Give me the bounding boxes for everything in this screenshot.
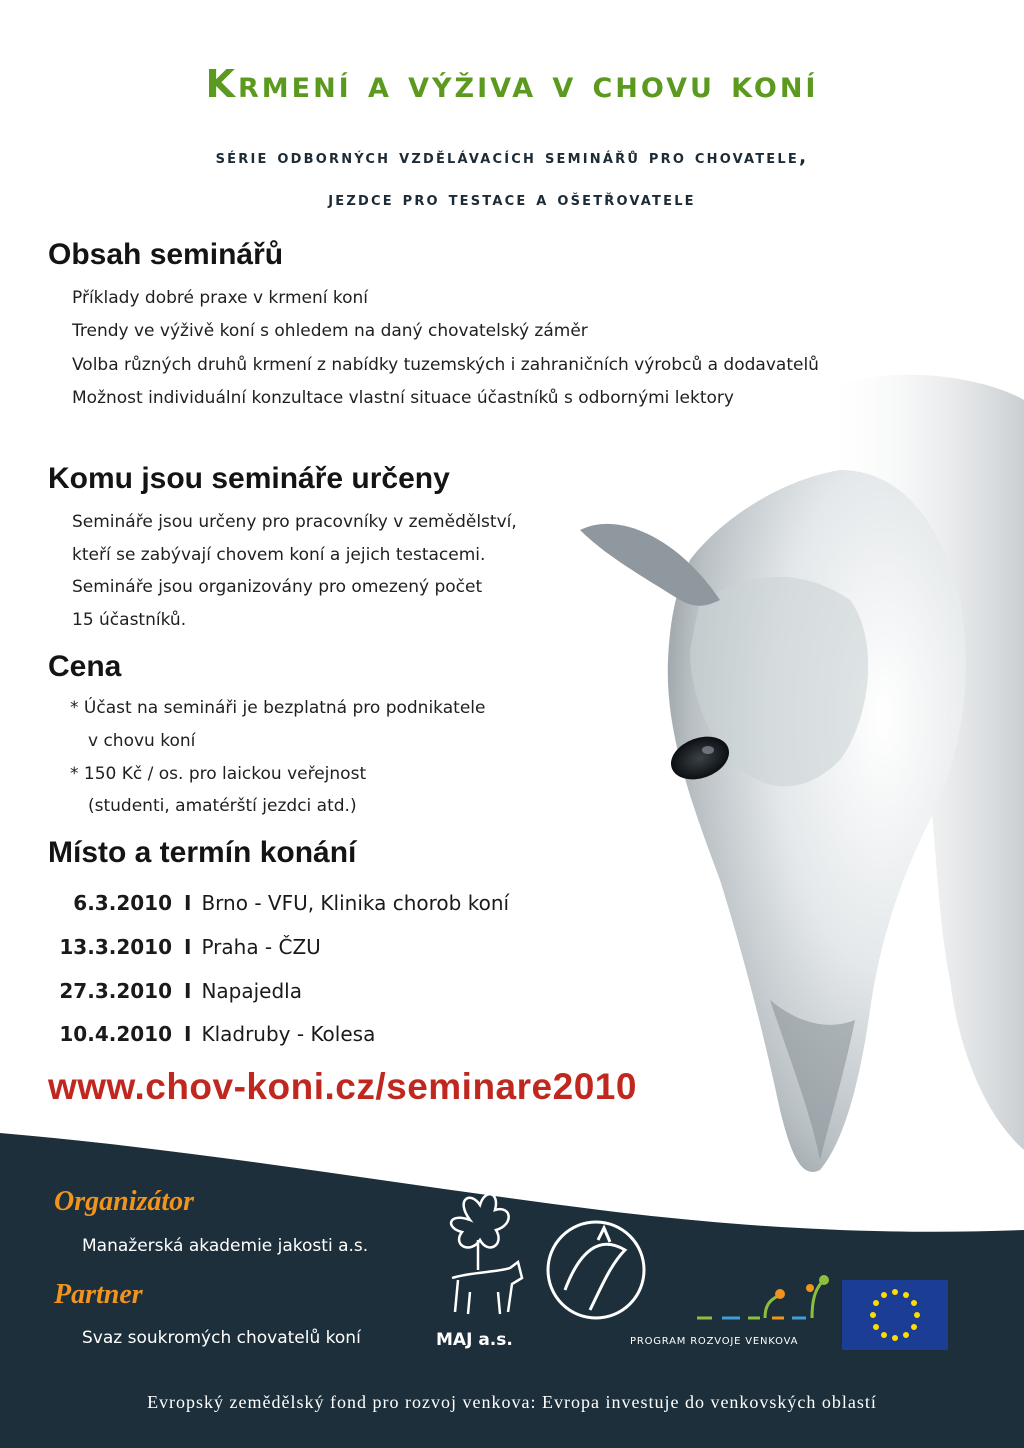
schedule-date: 6.3.2010 bbox=[73, 891, 172, 915]
schedule-place: Brno - VFU, Klinika chorob koní bbox=[201, 891, 510, 915]
poster-subtitle-line1: série odborných vzdělávacích seminářů pro chovatele, bbox=[215, 146, 809, 168]
schedule-row bbox=[48, 891, 509, 915]
schedule-separator: I bbox=[184, 891, 192, 915]
schedule-place: Praha - ČZU bbox=[201, 935, 321, 959]
content-item: Trendy ve výživě koní s ohledem na daný chovatelský záměr bbox=[72, 321, 588, 341]
audience-line: kteří se zabývají chovem koní a jejich testacemi. bbox=[72, 545, 486, 565]
schedule-separator: I bbox=[184, 935, 192, 959]
audience-heading: Komu jsou semináře určeny bbox=[48, 462, 450, 495]
price-line: (studenti, amatérští jezdci atd.) bbox=[88, 796, 357, 816]
price-line: * 150 Kč / os. pro laickou veřejnost bbox=[70, 764, 367, 784]
schedule-date: 13.3.2010 bbox=[59, 935, 172, 959]
schedule-heading: Místo a termín konání bbox=[48, 836, 357, 869]
partner-name: Svaz soukromých chovatelů koní bbox=[82, 1328, 361, 1348]
content-item: Volba různých druhů krmení z nabídky tuzemských i zahraničních výrobců a dodavatelů bbox=[72, 355, 819, 375]
poster-subtitle-line2: jezdce pro testace a ošetřovatele bbox=[328, 188, 696, 210]
poster-title: Krmení a výživa v chovu koní bbox=[205, 62, 819, 106]
organizer-label: Organizátor bbox=[54, 1186, 195, 1217]
price-line: v chovu koní bbox=[88, 731, 196, 751]
audience-line: Semináře jsou určeny pro pracovníky v zemědělství, bbox=[72, 512, 517, 532]
audience-line: 15 účastníků. bbox=[72, 610, 187, 630]
footer-note: Evropský zemědělský fond pro rozvoj venkova: Evropa investuje do venkovských oblastí bbox=[147, 1392, 877, 1412]
schedule-row bbox=[48, 979, 302, 1003]
schedule-date: 10.4.2010 bbox=[59, 1022, 172, 1046]
schedule-separator: I bbox=[184, 979, 192, 1003]
schedule-place: Napajedla bbox=[201, 979, 302, 1003]
organizer-name: Manažerská akademie jakosti a.s. bbox=[82, 1236, 369, 1256]
content-item: Příklady dobré praxe v krmení koní bbox=[72, 288, 369, 308]
content-heading: Obsah seminářů bbox=[48, 238, 284, 271]
audience-line: Semináře jsou organizovány pro omezený počet bbox=[72, 577, 483, 597]
eu-flag bbox=[842, 1280, 948, 1350]
price-heading: Cena bbox=[48, 650, 122, 683]
website-link[interactable]: www.chov-koni.cz/seminare2010 bbox=[48, 1066, 637, 1107]
schedule-date: 27.3.2010 bbox=[59, 979, 172, 1003]
content-item: Možnost individuální konzultace vlastní situace účastníků s odbornými lektory bbox=[72, 388, 734, 408]
maj-logo-label: MAJ a.s. bbox=[436, 1330, 513, 1350]
schedule-row bbox=[48, 1022, 375, 1046]
schedule-row bbox=[48, 935, 321, 959]
schedule-place: Kladruby - Kolesa bbox=[201, 1022, 376, 1046]
prv-logo-label: PROGRAM ROZVOJE VENKOVA bbox=[630, 1336, 799, 1347]
schedule-separator: I bbox=[184, 1022, 192, 1046]
partner-label: Partner bbox=[54, 1279, 143, 1310]
price-line: * Účast na semináři je bezplatná pro podnikatele bbox=[70, 698, 486, 718]
